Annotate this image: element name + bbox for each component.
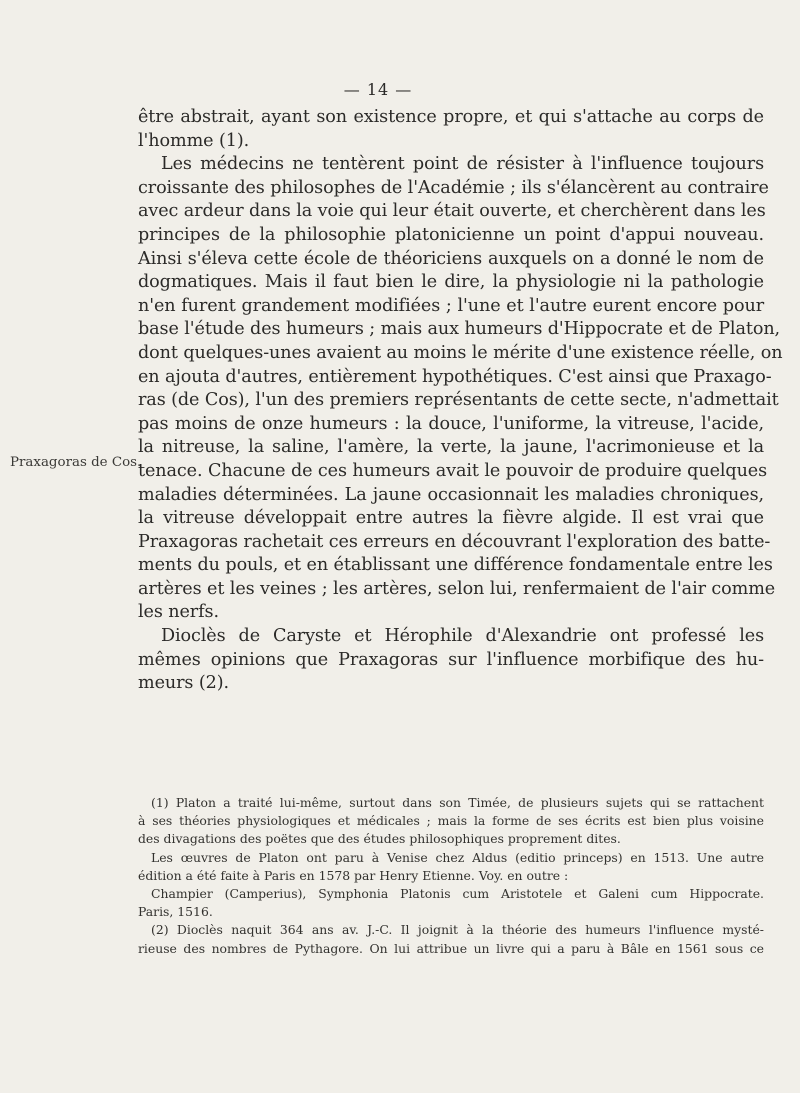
body-line: meurs (2).: [138, 673, 229, 694]
body-line: pas moins de onze humeurs : la douce, l'uniforme, la vitreuse, l'acide,: [138, 413, 764, 434]
body-line: avec ardeur dans la voie qui leur était ouverte, et cherchèrent dans les: [138, 201, 766, 222]
body-line: la vitreuse développait entre autres la fièvre algide. Il est vrai que: [138, 508, 764, 529]
footnote-line: des divagations des poëtes que des études philosophiques proprement dites.: [138, 831, 621, 847]
body-line: ments du pouls, et en établissant une différence fondamentale entre les: [138, 555, 773, 576]
body-line: principes de la philosophie platonicienne un point d'appui nouveau.: [138, 224, 764, 245]
body-line: artères et les veines ; les artères, selon lui, renfermaient de l'air comme: [138, 578, 776, 599]
footnote-line: Les œuvres de Platon ont paru à Venise chez Aldus (editio princeps) en 1513. Une autre: [151, 849, 764, 865]
body-line: Les médecins ne tentèrent point de résister à l'influence toujours: [161, 154, 764, 175]
body-line: dont quelques-unes avaient au moins le mérite d'une existence réelle, on: [138, 342, 783, 363]
body-line: Praxagoras rachetait ces erreurs en découvrant l'exploration des batte-: [138, 531, 771, 552]
body-line: en ajouta d'autres, entièrement hypothétiques. C'est ainsi que Praxago-: [138, 366, 772, 387]
page-number: — 14 —: [343, 80, 413, 99]
body-line: ras (de Cos), l'un des premiers représentants de cette secte, n'admettait: [138, 390, 779, 411]
main-text: [138, 106, 783, 696]
footnote-line: Champier (Camperius), Symphonia Platonis cum Aristotele et Galeni cum Hippocrate.: [151, 885, 764, 901]
body-line: les nerfs.: [138, 602, 219, 623]
body-line: croissante des philosophes de l'Académie ; ils s'élancèrent au contraire: [138, 177, 769, 198]
body-line: maladies déterminées. La jaune occasionnait les maladies chroniques,: [138, 484, 764, 505]
footnote-line: Paris, 1516.: [138, 904, 213, 920]
footnote-line: édition a été faite à Paris en 1578 par Henry Etienne. Voy. en outre :: [138, 867, 569, 883]
footnote-line: rieuse des nombres de Pythagore. On lui attribue un livre qui a paru à Bâle en 1561 sous ce: [138, 940, 764, 956]
body-line: base l'étude des humeurs ; mais aux humeurs d'Hippocrate et de Platon,: [138, 319, 781, 340]
body-line: l'homme (1).: [138, 130, 250, 151]
footnote-line: (2) Dioclès naquit 364 ans av. J.-C. Il joignit à la théorie des humeurs l'influence mysté-: [151, 922, 764, 938]
footnotes: [138, 794, 764, 958]
body-line: être abstrait, ayant son existence propre, et qui s'attache au corps de: [138, 107, 764, 127]
body-line: la nitreuse, la saline, l'amère, la verte, la jaune, l'acrimonieuse et la: [138, 437, 764, 458]
margin-note: Praxagoras de Cos.: [10, 455, 142, 470]
body-line: tenace. Chacune de ces humeurs avait le pouvoir de produire quelques: [138, 460, 768, 481]
body-line: n'en furent grandement modifiées ; l'une et l'autre eurent encore pour: [138, 295, 764, 316]
body-line: Dioclès de Caryste et Hérophile d'Alexandrie ont professé les: [161, 626, 764, 647]
body-line: Ainsi s'éleva cette école de théoriciens auxquels on a donné le nom de: [138, 248, 764, 269]
body-line: dogmatiques. Mais il faut bien le dire, la physiologie ni la pathologie: [138, 272, 764, 293]
body-line: mêmes opinions que Praxagoras sur l'influence morbifique des hu-: [138, 649, 764, 670]
footnote-line: à ses théories physiologiques et médicales ; mais la forme de ses écrits est bien plus voisine: [138, 813, 764, 829]
footnote-line: (1) Platon a traité lui-même, surtout dans son Timée, de plusieurs sujets qui se rattachent: [151, 795, 764, 810]
